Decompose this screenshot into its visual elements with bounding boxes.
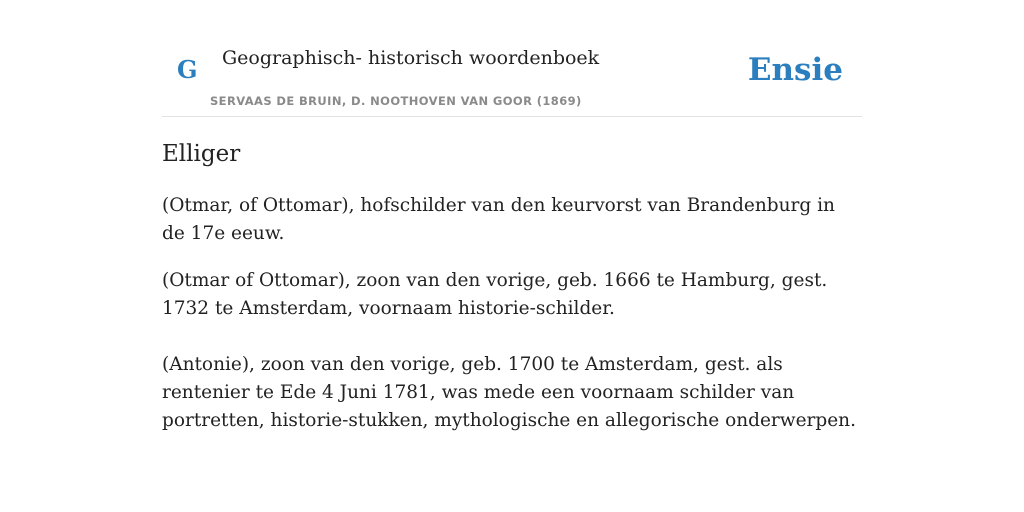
page-container — [162, 0, 862, 431]
book-logo-icon[interactable]: G — [177, 55, 198, 84]
book-title[interactable]: Geographisch- historisch woordenboek — [222, 47, 600, 69]
ensie-logo[interactable]: Ensie — [747, 52, 843, 88]
book-authors: SERVAAS DE BRUIN, D. NOOTHOVEN VAN GOOR (1869) — [210, 94, 582, 108]
entry-title: Elliger — [162, 141, 241, 167]
entry-paragraph: (Antonie), zoon van den vorige, geb. 1700 te Amsterdam, gest. als rentenier te Ede 4 Juni 1781, was mede een voornaam schilder van portretten, historie-stukken, mythologische en allegorische onderwerpen. — [162, 354, 856, 431]
entry-paragraph: (Otmar, of Ottomar), hofschilder van den keurvorst van Brandenburg in de 17e eeuw. — [162, 195, 835, 244]
book-header — [162, 0, 862, 117]
entry-paragraph: (Otmar of Ottomar), zoon van den vorige, geb. 1666 te Hamburg, gest. 1732 te Amsterdam, voornaam historie-schilder. — [162, 270, 828, 319]
